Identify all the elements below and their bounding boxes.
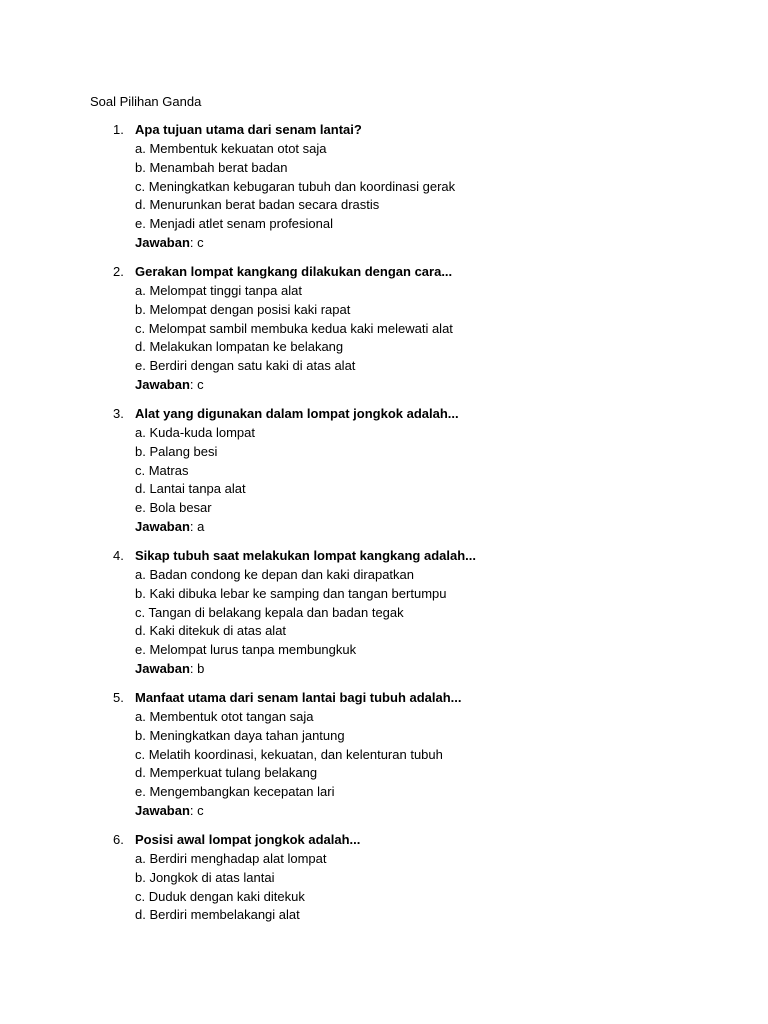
option-d: d. Menurunkan berat badan secara drastis xyxy=(135,197,380,213)
option-a: a. Kuda-kuda lompat xyxy=(135,425,255,440)
option-c: c. Matras xyxy=(135,462,189,478)
answer-value: : b xyxy=(189,660,205,676)
option-d: d. Memperkuat tulang belakang xyxy=(135,765,318,781)
option-e: e. Berdiri dengan satu kaki di atas alat xyxy=(135,358,356,374)
question-number: 2. xyxy=(113,264,124,279)
answer-label: Jawaban xyxy=(135,234,190,250)
option-a: a. Badan condong ke depan dan kaki dirapatkan xyxy=(135,567,414,582)
answer-line xyxy=(135,660,446,679)
question-3 xyxy=(0,405,768,547)
answer-value: : c xyxy=(189,234,204,250)
answer-label: Jawaban xyxy=(135,660,190,676)
question-text: Sikap tubuh saat melakukan lompat kangkang adalah... xyxy=(135,548,476,563)
option-a: a. Membentuk kekuatan otot saja xyxy=(135,141,327,156)
option-b: b. Melompat dengan posisi kaki rapat xyxy=(135,301,351,317)
option-d: d. Berdiri membelakangi alat xyxy=(135,907,300,923)
answer-value: : a xyxy=(189,518,205,534)
answer-line xyxy=(135,518,255,537)
option-c: c. Melompat sambil membuka kedua kaki melewati alat xyxy=(135,320,453,336)
option-e: e. Menjadi atlet senam profesional xyxy=(135,216,334,232)
answer-label: Jawaban xyxy=(135,376,190,392)
option-a: a. Melompat tinggi tanpa alat xyxy=(135,283,302,298)
option-d: d. Kaki ditekuk di atas alat xyxy=(135,623,287,639)
option-list xyxy=(135,566,446,679)
question-4 xyxy=(0,547,768,689)
question-5 xyxy=(0,689,768,831)
option-list xyxy=(135,708,443,821)
question-number: 1. xyxy=(113,122,124,137)
answer-value: : c xyxy=(189,802,204,818)
option-c: c. Duduk dengan kaki ditekuk xyxy=(135,888,305,904)
document-title: Soal Pilihan Ganda xyxy=(90,94,202,109)
option-e: e. Melompat lurus tanpa membungkuk xyxy=(135,642,357,658)
answer-line xyxy=(135,234,455,253)
option-b: b. Menambah berat badan xyxy=(135,159,288,175)
option-b: b. Jongkok di atas lantai xyxy=(135,869,275,885)
answer-label: Jawaban xyxy=(135,802,190,818)
option-e: e. Bola besar xyxy=(135,500,212,516)
answer-value: : c xyxy=(189,376,204,392)
option-e: e. Mengembangkan kecepatan lari xyxy=(135,784,335,800)
question-text: Alat yang digunakan dalam lompat jongkok adalah... xyxy=(135,406,459,421)
option-list xyxy=(135,850,327,925)
question-text: Manfaat utama dari senam lantai bagi tubuh adalah... xyxy=(135,690,462,705)
question-list xyxy=(0,121,768,973)
option-d: d. Lantai tanpa alat xyxy=(135,481,246,497)
question-1 xyxy=(0,121,768,263)
question-number: 4. xyxy=(113,548,124,563)
question-number: 5. xyxy=(113,690,124,705)
question-text: Posisi awal lompat jongkok adalah... xyxy=(135,832,361,847)
option-c: c. Meningkatkan kebugaran tubuh dan koordinasi gerak xyxy=(135,178,456,194)
option-d: d. Melakukan lompatan ke belakang xyxy=(135,339,344,355)
option-a: a. Membentuk otot tangan saja xyxy=(135,709,314,724)
option-a: a. Berdiri menghadap alat lompat xyxy=(135,851,327,866)
option-list xyxy=(135,140,455,253)
question-text: Apa tujuan utama dari senam lantai? xyxy=(135,122,362,137)
option-list xyxy=(135,424,255,537)
question-number: 3. xyxy=(113,406,124,421)
question-6 xyxy=(0,831,768,973)
option-c: c. Melatih koordinasi, kekuatan, dan kelenturan tubuh xyxy=(135,746,443,762)
question-text: Gerakan lompat kangkang dilakukan dengan cara... xyxy=(135,264,453,279)
question-number: 6. xyxy=(113,832,124,847)
question-2 xyxy=(0,263,768,405)
option-c: c. Tangan di belakang kepala dan badan tegak xyxy=(135,604,404,620)
option-b: b. Kaki dibuka lebar ke samping dan tangan bertumpu xyxy=(135,585,447,601)
answer-label: Jawaban xyxy=(135,518,190,534)
option-b: b. Palang besi xyxy=(135,443,218,459)
option-list xyxy=(135,282,453,395)
option-b: b. Meningkatkan daya tahan jantung xyxy=(135,727,345,743)
answer-line xyxy=(135,376,453,395)
answer-line xyxy=(135,802,443,821)
